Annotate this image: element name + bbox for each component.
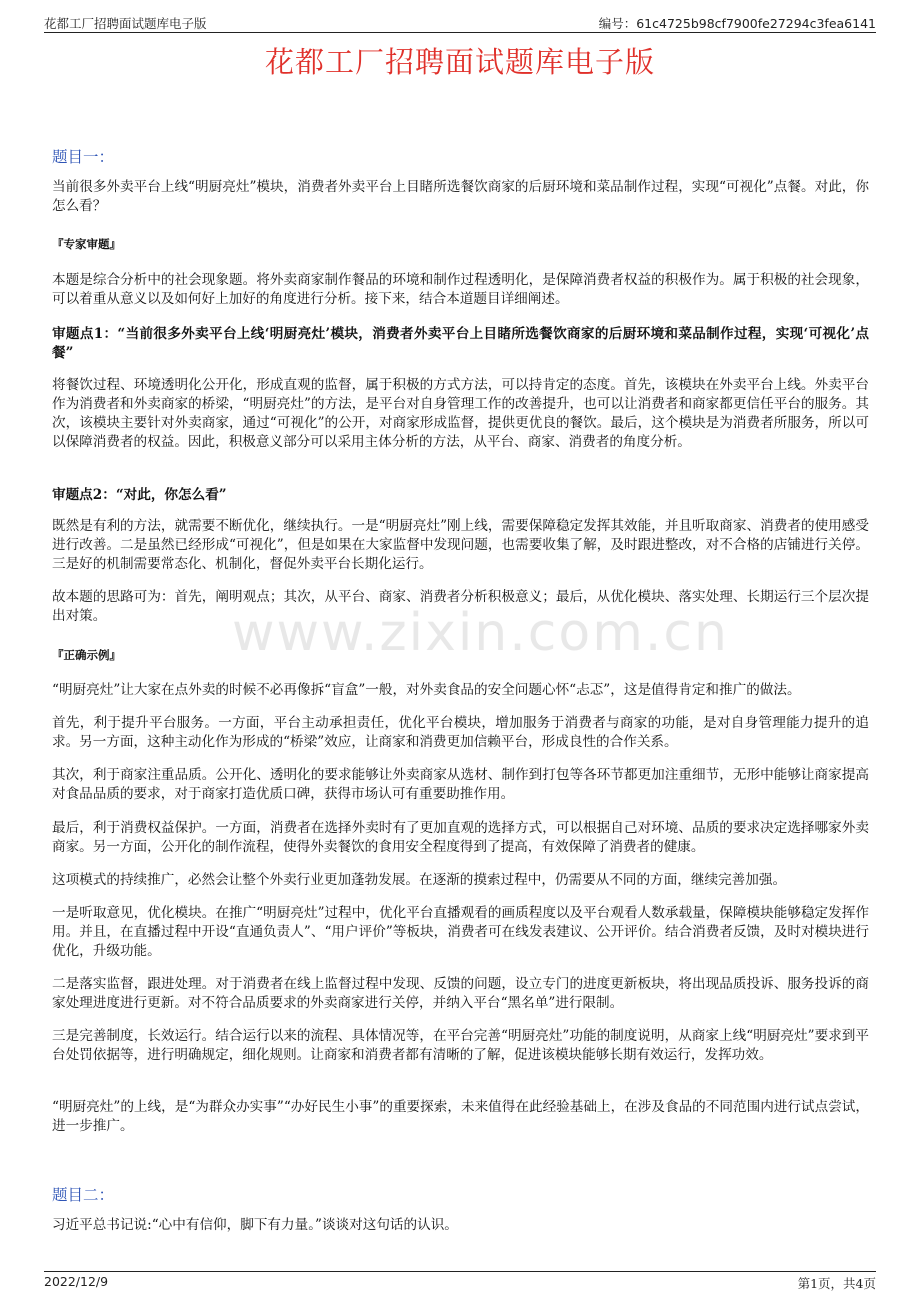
- page-header: [44, 12, 876, 33]
- page-number: 第1页，共4页: [797, 1276, 876, 1291]
- question-1-text: 当前很多外卖平台上线“明厨亮灶”模块，消费者外卖平台上目睹所选餐饮商家的后厨环境和菜品制作过程，实现“可视化”点餐。对此，你怎么看？: [52, 179, 869, 214]
- review-point-2: 审题点2：“对此，你怎么看”: [52, 487, 227, 503]
- correct-example-tag: 『正确示例』: [52, 648, 121, 662]
- example-paragraph: 最后，利于消费权益保护。一方面，消费者在选择外卖时有了更加直观的选择方式，可以根据自己对环境、品质的要求决定选择哪家外卖商家。另一方面，公开化的制作流程，使得外卖餐饮的食用安全程度得到了提高，有效保障了消费者的健康。: [52, 820, 869, 855]
- footer-date: 2022/12/9: [44, 1274, 109, 1289]
- question-1-heading: 题目一：: [52, 148, 115, 166]
- document-title: 花都工厂招聘面试题库电子版: [264, 45, 655, 79]
- analysis-paragraph: 故本题的思路可为：首先，阐明观点；其次，从平台、商家、消费者分析积极意义；最后，从优化模块、落实处理、长期运行三个层次提出对策。: [52, 589, 869, 624]
- expert-review-tag: 『专家审题』: [52, 237, 121, 251]
- analysis-paragraph: 本题是综合分析中的社会现象题。将外卖商家制作餐品的环境和制作过程透明化，是保障消费者权益的积极作为。属于积极的社会现象，可以着重从意义以及如何好上加好的角度进行分析。接下来，结合本道题目详细阐述。: [52, 272, 869, 307]
- example-paragraph: “明厨亮灶”让大家在点外卖的时候不必再像拆“盲盒”一般，对外卖食品的安全问题心怀“忐忑”，这是值得肯定和推广的做法。: [52, 682, 801, 698]
- page-footer: [44, 1271, 876, 1290]
- watermark: www.zixin.com.cn: [232, 603, 729, 663]
- example-paragraph: 这项模式的持续推广，必然会让整个外卖行业更加蓬勃发展。在逐渐的摸索过程中，仍需要从不同的方面，继续完善加强。: [52, 872, 787, 888]
- example-paragraph: 三是完善制度，长效运行。结合运行以来的流程、具体情况等，在平台完善“明厨亮灶”功能的制度说明，从商家上线“明厨亮灶”要求到平台处罚依据等，进行明确规定，细化规则。让商家和消费者都有清晰的了解，促进该模块能够长期有效运行，发挥功效。: [52, 1028, 869, 1063]
- header-doc-name: 花都工厂招聘面试题库电子版: [44, 16, 207, 31]
- analysis-paragraph: 将餐饮过程、环境透明化公开化，形成直观的监督，属于积极的方式方法，可以持肯定的态度。首先，该模块在外卖平台上线。外卖平台作为消费者和外卖商家的桥梁，“明厨亮灶”的方法，是平台对自身管理工作的改善提升，也可以让消费者和商家都更信任平台的服务。其次，该模块主要针对外卖商家，通过“可视化”的公开，对商家形成监督，提供更优良的餐饮。最后，这个模块是为消费者所服务，所以可以保障消费者的权益。因此，积极意义部分可以采用主体分析的方法，从平台、商家、消费者的角度分析。: [52, 377, 869, 450]
- example-paragraph: 其次，利于商家注重品质。公开化、透明化的要求能够让外卖商家从选材、制作到打包等各环节都更加注重细节，无形中能够让商家提高对食品品质的要求，对于商家打造优质口碑，获得市场认可有重要助推作用。: [52, 767, 869, 802]
- analysis-paragraph: 既然是有利的方法，就需要不断优化，继续执行。一是“明厨亮灶”刚上线，需要保障稳定发挥其效能，并且听取商家、消费者的使用感受进行改善。二是虽然已经形成“可视化”，但是如果在大家监督中发现问题，也需要收集了解，及时跟进整改，对不合格的店铺进行关停。三是好的机制需要常态化、机制化，督促外卖平台长期化运行。: [52, 518, 869, 572]
- example-paragraph: 首先，利于提升平台服务。一方面，平台主动承担责任，优化平台模块，增加服务于消费者与商家的功能，是对自身管理能力提升的追求。另一方面，这种主动化作为形成的“桥梁”效应，让商家和消费更加信赖平台，形成良性的合作关系。: [52, 715, 869, 750]
- example-paragraph: 一是听取意见，优化模块。在推广“明厨亮灶”过程中，优化平台直播观看的画质程度以及平台观看人数承载量，保障模块能够稳定发挥作用。并且，在直播过程中开设“直通负责人”、“用户评价”等板块，消费者可在线发表建议、公开评价。结合消费者反馈，及时对模块进行优化，升级功能。: [52, 905, 869, 959]
- review-point-1: 审题点1：“当前很多外卖平台上线‘明厨亮灶’模块，消费者外卖平台上目睹所选餐饮商家的后厨环境和菜品制作过程，实现‘可视化’点餐”: [52, 326, 869, 361]
- header-serial: 编号：61c4725b98cf7900fe27294c3fea6141: [598, 16, 876, 31]
- question-2-heading: 题目二：: [52, 1186, 115, 1204]
- question-2-text: 习近平总书记说:“心中有信仰，脚下有力量。”谈谈对这句话的认识。: [52, 1217, 458, 1233]
- example-paragraph: “明厨亮灶”的上线，是“为群众办实事”“办好民生小事”的重要探索，未来值得在此经验基础上，在涉及食品的不同范围内进行试点尝试，进一步推广。: [52, 1099, 869, 1134]
- example-paragraph: 二是落实监督，跟进处理。对于消费者在线上监督过程中发现、反馈的问题，设立专门的进度更新板块，将出现品质投诉、服务投诉的商家处理进度进行更新。对不符合品质要求的外卖商家进行关停，并纳入平台“黑名单”进行限制。: [52, 976, 869, 1011]
